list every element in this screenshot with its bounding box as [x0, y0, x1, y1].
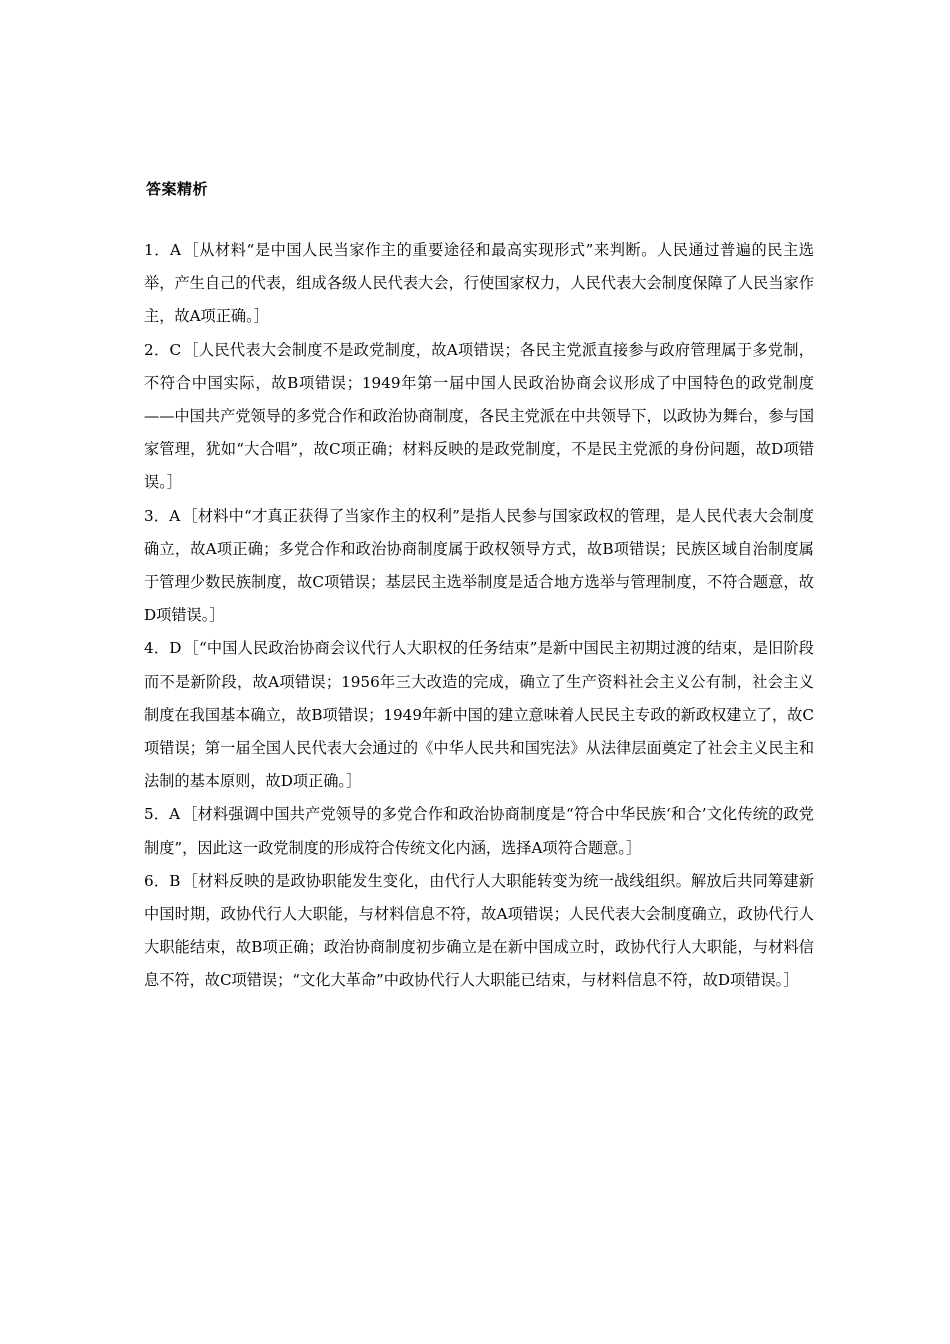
- answer-number: 3．A: [144, 506, 181, 525]
- answer-number: 4．D: [144, 639, 182, 658]
- answer-item-4: [144, 632, 814, 798]
- answer-list: [144, 234, 814, 998]
- answer-explanation: ［材料强调中国共产党领导的多党合作和政治协商制度是“符合中华民族‘和合’文化传统的政党制度”，因此这一政党制度的形成符合传统文化内涵，选择A项符合题意。］: [144, 805, 814, 857]
- answer-explanation: ［人民代表大会制度不是政党制度，故A项错误；各民主党派直接参与政府管理属于多党制，不符合中国实际，故B项错误；1949年第一届中国人民政治协商会议形成了中国特色的政党制度——中国共产党领导的多党合作和政治协商制度，各民主党派在中共领导下，以政协为舞台，参与国家管理，犹如“大合唱”，故C项正确；材料反映的是政党制度，不是民主党派的身份问题，故D项错误。］: [144, 340, 814, 492]
- answer-number: 1．A: [144, 241, 181, 259]
- answer-item-3: [144, 500, 814, 633]
- answer-explanation: ［从材料“是中国人民当家作主的重要途径和最高实现形式”来判断。人民通过普遍的民主选举，产生自己的代表，组成各级人民代表大会，行使国家权力，人民代表大会制度保障了人民当家作主，故A项正确。］: [144, 241, 814, 326]
- answer-number: 2．C: [144, 340, 182, 359]
- answer-number: 6．B: [144, 871, 181, 890]
- answer-explanation: ［材料反映的是政协职能发生变化，由代行人大职能转变为统一战线组织。解放后共同筹建新中国时期，政协代行人大职能，与材料信息不符，故A项错误；人民代表大会制度确立，政协代行人大职能结束，故B项正确；政治协商制度初步确立是在新中国成立时，政协代行人大职能，与材料信息不符，故C项错误；“文化大革命”中政协代行人大职能已结束，与材料信息不符，故D项错误。］: [144, 871, 815, 990]
- answer-item-1: [144, 234, 814, 334]
- answer-item-5: [144, 798, 814, 864]
- answer-explanation: ［材料中“才真正获得了当家作主的权利”是指人民参与国家政权的管理，是人民代表大会制度确立，故A项正确；多党合作和政治协商制度属于政权领导方式，故B项错误；民族区域自治制度属于管理少数民族制度，故C项错误；基层民主选举制度是适合地方选举与管理制度，不符合题意，故D项错误。］: [144, 506, 814, 625]
- answer-item-2: [144, 334, 814, 500]
- answer-explanation: ［“中国人民政治协商会议代行人大职权的任务结束”是新中国民主初期过渡的结束，是旧阶段而不是新阶段，故A项错误；1956年三大改造的完成，确立了生产资料社会主义公有制，社会主义制度在我国基本确立，故B项错误；1949年新中国的建立意味着人民民主专政的新政权建立了，故C项错误；第一届全国人民代表大会通过的《中华人民共和国宪法》从法律层面奠定了社会主义民主和法制的基本原则，故D项正确。］: [144, 639, 814, 791]
- answer-item-6: [144, 865, 814, 998]
- section-heading: 答案精析: [146, 180, 209, 198]
- answer-number: 5．A: [144, 805, 181, 824]
